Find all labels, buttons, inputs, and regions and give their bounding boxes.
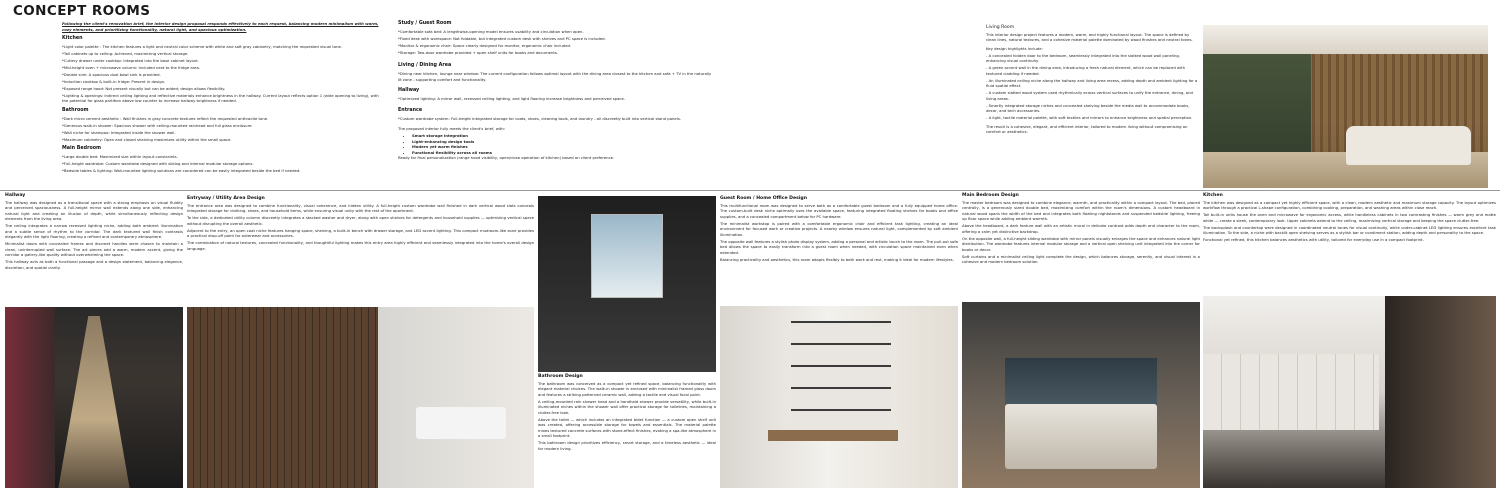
paragraph: Minimalist doors with concealed frames and discreet handles were chosen to maintain a clean, uninterrupted wall surface. The art pieces add a warm, modern accent, giving the corridor a gallery-like quality without overwhelming the space. bbox=[5, 241, 183, 258]
list-item: *Maximum cabinetry: Open and closed shelving maximizes utility within the small space. bbox=[62, 136, 232, 142]
paragraph: This hallway acts as both a functional passage and a design statement, balancing elegance, discretion, and spatial clarity. bbox=[5, 259, 183, 270]
paragraph: The minimalist workstop is paired with a comfortable ergonomic chair and efficient task lighting, creating an ideal environment for focused work or creative projects. A nearby window ensures natural light, complemented by soft ambient illumination. bbox=[720, 220, 958, 237]
list-item: *Optimized lighting: A mirror wall, recessed ceiling lighting, and light flooring increase brightness and perceived space. bbox=[398, 96, 626, 102]
paragraph: The ceiling integrates a narrow recessed lighting niche, adding both ambient illumination and a subtle sense of rhythm to the corridor. The dark textured wall finish contrasts elegantly with the light flooring, creating a refined and contemporary atmosphere. bbox=[5, 223, 183, 240]
hallway-note-heading: Hallway bbox=[398, 88, 420, 94]
page-title: CONCEPT ROOMS bbox=[13, 3, 151, 19]
paragraph: Soft curtains and a minimalist ceiling light complete the design, which balances storage, serenity, and visual interest in a cohesive and modern bedroom solution. bbox=[962, 253, 1200, 265]
brief-column bbox=[62, 21, 380, 175]
hallway-heading: Hallway bbox=[5, 193, 26, 198]
list-item: - A concealed hidden door to the bedroom, seamlessly integrated into the slatted wood wall paneling, enhancing visual continuity. bbox=[986, 52, 1181, 64]
bathroom-photo bbox=[538, 196, 716, 372]
paragraph: This multifunctional room was designed to serve both as a comfortable guest bedroom and a fully equipped home office. The custom-built desk niche optimally uses the available space, featuring integrated floating shelves for books and office supplies, and a concealed compartment below for PC hardware. bbox=[720, 202, 958, 219]
list-item: - An illuminated ceiling niche along the hallway and living area recess, adding depth and ambient lighting for a fluid spatial effect. bbox=[986, 77, 1198, 89]
paragraph: Above the toilet — which includes an integrated bidet function — a custom open shelf unit was created, offering accessible storage for towels and essentials. The material palette mixes textured concrete surfaces with stone-effect finishes, evoking a spa-like atmosphere in a small footprint. bbox=[538, 416, 716, 439]
brief-tail: Ready for final personalization (range hood visibility, open/close operation of kitchen) based on client preference. bbox=[398, 155, 615, 161]
list-item: *Double sink: A spacious dual bowl sink is provided. bbox=[62, 71, 161, 77]
paragraph: A ceiling-mounted rain shower head and a handheld shower provide versatility, while built-in illuminated niches within the shower wall offer practical storage for toiletries, maintaining a clutter-free look. bbox=[538, 398, 716, 415]
list-item: *Comfortable sofa bed: A lengthwise-opening model ensures usability and circulation when open. bbox=[398, 28, 584, 34]
list-item: • Modern yet warm finishes bbox=[412, 144, 713, 150]
guest-room-photo bbox=[720, 306, 958, 488]
list-item: *Light color palette : The kitchen features a light and neutral color scheme with white and soft gray cabinetry, matching the requested visual tone. bbox=[62, 43, 343, 49]
bathroom-heading: Bathroom bbox=[62, 107, 89, 113]
entryway-photo bbox=[187, 307, 534, 488]
list-item: - A custom slatted wood system used rhythmically across vertical surfaces to unify the entrance, dining, and living areas. bbox=[986, 90, 1193, 101]
hallway-photo bbox=[5, 307, 183, 488]
list-item: *Wall niche for shampoo: Integrated inside the shower wall. bbox=[62, 129, 176, 135]
master-bedroom-photo bbox=[962, 302, 1200, 488]
list-item: • Functional flexibility across all rooms bbox=[412, 150, 713, 156]
kitchen-design-heading: Kitchen bbox=[1203, 193, 1223, 198]
list-item: *Induction cooktop & built-in fridge: Present in design. bbox=[62, 78, 166, 84]
hallway-text bbox=[5, 193, 183, 272]
paragraph: The combination of natural textures, concealed functionality, and thoughtful lighting makes this entry area highly efficient and seamlessly integrated into the home's overall design language. bbox=[187, 240, 534, 251]
paragraph: Balancing practicality and aesthetics, this room adapts flexibly to both work and rest, making it ideal for modern lifestyles. bbox=[720, 256, 954, 262]
living-room-heading: Living Room bbox=[986, 25, 1015, 30]
living-room-text bbox=[986, 25, 1198, 136]
paragraph: This bathroom design prioritizes efficiency, smart storage, and a timeless aesthetic — ideal for modern living. bbox=[538, 440, 716, 451]
paragraph: The entrance area was designed to combine functionality, visual coherence, and hidden utility. A full-height custom wardrobe wall finished in dark vertical wood slats conceals integrated storage for clothing, shoes, and household items, while ensuring visual unity with the rest of the apartment. bbox=[187, 202, 534, 214]
list-item: *Custom wardrobe system: Full-height integrated storage for coats, shoes, cleaning tools, and laundry - all discreetly built into vertical stand panels. bbox=[398, 115, 682, 121]
list-item: *Full-height wardrobe: Custom wardrobe designed with sliding and internal modular storage options. bbox=[62, 161, 254, 167]
paragraph: The opposite wall features a stylish photo display system, adding a personal and artistic touch to the room. The pull-out sofa bed allows the space to easily transform into a guest room when needed, with circulation space maintained even when extended. bbox=[720, 238, 958, 255]
brief-lead: The proposed interior fully meets the client's brief, with: bbox=[398, 126, 506, 132]
list-item: • Smart storage integration bbox=[412, 133, 713, 139]
list-item: *Large double bed: Maximized size within layout constraints. bbox=[62, 154, 178, 160]
paragraph: The bathroom was conceived as a compact yet refined space, balancing functionality with elegant material choices. The walk-in shower is enclosed with minimalist framed glass doors and features a striking patterned ceramic wall, adding a tactile and visual focal point. bbox=[538, 380, 716, 397]
list-item: *Mid-height oven + microwave column: Included next to the fridge area. bbox=[62, 64, 201, 70]
list-item: *Fixed desk with workspace: Not foldable, but integrated custom desk with shelves and PC space is included. bbox=[398, 35, 606, 41]
list-item: *Storage: Two-door wardrobe provided + open shelf units for books and documents. bbox=[398, 49, 559, 55]
entryway-heading: Entryway / Utility Area Design bbox=[187, 196, 265, 201]
list-item: *Cutlery drawer under cooktop: Integrated into the base cabinet layout. bbox=[62, 57, 199, 63]
paragraph: Tall built-in units house the oven and microwave for ergonomic access, while handleless cabinets in two contrasting finishes — warm grey and matte white — create a sleek, contemporary look. Upper cabinets extend to the ceiling, maximizing vertical storage and keeping the space clutter-free. bbox=[1203, 212, 1496, 223]
list-item: - A light, tactile material palette, with soft textiles and mirrors to enhance brightness and spatial perception. bbox=[986, 115, 1193, 121]
guest-room-heading: Guest Room / Home Office Design bbox=[720, 196, 807, 201]
kitchen-text bbox=[1203, 193, 1496, 244]
list-item: *Bedside tables & lighting: Wall-mounted lighting solutions are considered can be easily integrated beside the bed if needed. bbox=[62, 168, 301, 174]
brief-column-2 bbox=[398, 21, 713, 162]
list-item: *Tall cabinets up to ceiling: Achieved, maximizing vertical storage. bbox=[62, 50, 189, 56]
section-divider bbox=[0, 190, 1500, 191]
intro-text: Following the client's renovation brief, the interior design proposal responds effectively to each request, balancing modern minimalism with warm, cozy elements, and prioritizing functionality, natural light, and spacious optimization. bbox=[62, 21, 379, 32]
list-item: *Dining near kitchen, lounge near window: The current configuration follows optimal layout with the dining area closest to the kitchen and sofa + TV in the naturally lit zone - supporting comfort and functionality. bbox=[398, 71, 712, 82]
master-bedroom-heading: Main Bedroom Design bbox=[962, 193, 1019, 198]
living-outro: The result is a cohesive, elegant, and efficient interior, tailored to modern living without compromising on comfort or aesthetics. bbox=[986, 123, 1188, 135]
paragraph: The kitchen was designed as a compact yet highly efficient space, with a clean, modern aesthetic and maximum storage capacity. The layout optimizes workflow through a practical L-shape configuration, combining cooking, preparation, and washing areas within close reach. bbox=[1203, 199, 1496, 211]
living-highlights-heading: Key design highlights include: bbox=[986, 45, 1043, 51]
study-heading: Study / Guest Room bbox=[398, 21, 452, 26]
brief-list bbox=[412, 133, 713, 155]
entrance-heading: Entrance bbox=[398, 107, 423, 113]
paragraph: The master bedroom was designed to combine elegance, warmth, and practicality within a compact layout. The bed, placed centrally, is a generously sized double bed, maximizing comfort within the room's dimensions. A custom headboard in natural wood spans the width of the bed and integrates both floating nightstands and suspended bedside lighting, freeing up floor space while adding ambient warmth. bbox=[962, 199, 1200, 222]
bathroom-text bbox=[538, 374, 716, 453]
paragraph: The backsplash and countertop were designed in coordinated neutral tones for visual continuity, while under-cabinet LED lighting ensures excellent task illumination. To the side, a niche with backlit open shelving serves as a stylish bar or condiment station, adding depth and personality to the space. bbox=[1203, 224, 1496, 236]
list-item: *Lighting & openings: Indirect ceiling lighting and reflective materials enhance brightness in the hallway. Current layout reflects option 1 (wide opening to living), with the potential for glass partition above low counter to increase hallway brightness if needed. bbox=[62, 92, 379, 104]
main-bedroom-heading: Main Bedroom bbox=[62, 146, 102, 152]
list-item: • Light-enhancing design tools bbox=[412, 139, 713, 145]
kitchen-photo bbox=[1203, 296, 1496, 488]
list-item: *Dark micro cement aesthetic : Wall finishes in gray concrete textures reflect the requested anthracite tone. bbox=[62, 115, 269, 121]
paragraph: To the side, a dedicated utility column discreetly integrates a stacked washer and dryer, along with open shelves for detergents and household supplies — optimizing vertical space without disrupting the overall aesthetic. bbox=[187, 215, 534, 226]
guest-room-text bbox=[720, 196, 958, 264]
living-room-photo bbox=[1203, 25, 1488, 188]
bathroom-design-heading: Bathroom Design bbox=[538, 374, 583, 379]
list-item: *Monitor & ergonomic chair: Space clearly designed for monitor, ergonomic chair included. bbox=[398, 42, 572, 48]
list-item: *Exposed range hood: Not present visually but can be added; design allows flexibility. bbox=[62, 85, 226, 91]
paragraph: On the opposite wall, a full-height sliding wardrobe with mirror panels visually enlarges the space and enhances natural light distribution. The wardrobe features internal modular storage and a vertical open shelving unit integrated into the corner for books or decor. bbox=[962, 235, 1201, 252]
paragraph: Above the headboard, a dark feature wall with an artistic mural in delicate contrast adds depth and character to the room, offering a calm yet distinctive backdrop. bbox=[962, 223, 1200, 234]
paragraph: Functional yet refined, this kitchen balances aesthetics with utility, tailored for everyday use in a compact footprint. bbox=[1203, 237, 1424, 243]
living-dining-heading: Living / Dining Area bbox=[398, 63, 452, 69]
list-item: - A green accent wall in the dining area, introducing a fresh natural element, which can be replaced with textured cladding if needed. bbox=[986, 65, 1185, 76]
paragraph: The hallway was designed as a transitional space with a strong emphasis on visual fluidity and perceived spaciousness. A full-height mirror wall extends along one side, enhancing natural light and creating an illusion of depth, while simultaneously reflecting design elements from the living area. bbox=[5, 199, 183, 222]
list-item: - Smartly integrated storage niches and concealed shelving beside the media wall to accommodate books, decor, and tech accessories. bbox=[986, 102, 1190, 114]
kitchen-heading: Kitchen bbox=[62, 36, 83, 41]
paragraph: Adjacent to the entry, an open coat niche features hanging space, shelving, a built-in bench with drawer storage, and LED accent lighting. This compact mudroom-like zone provides a practical drop-off point for outerwear and accessories. bbox=[187, 227, 534, 239]
list-item: *Generous walk-in shower: Spacious shower with ceiling-mounted rainhead and full glass enclosure. bbox=[62, 122, 253, 128]
master-bedroom-text bbox=[962, 193, 1200, 266]
living-intro: This interior design project features a modern, warm, and highly functional layout. The space is defined by clean lines, natural textures, and a cohesive material palette dominated by wood finishes and neutral tones. bbox=[986, 31, 1193, 43]
entryway-text bbox=[187, 196, 534, 253]
